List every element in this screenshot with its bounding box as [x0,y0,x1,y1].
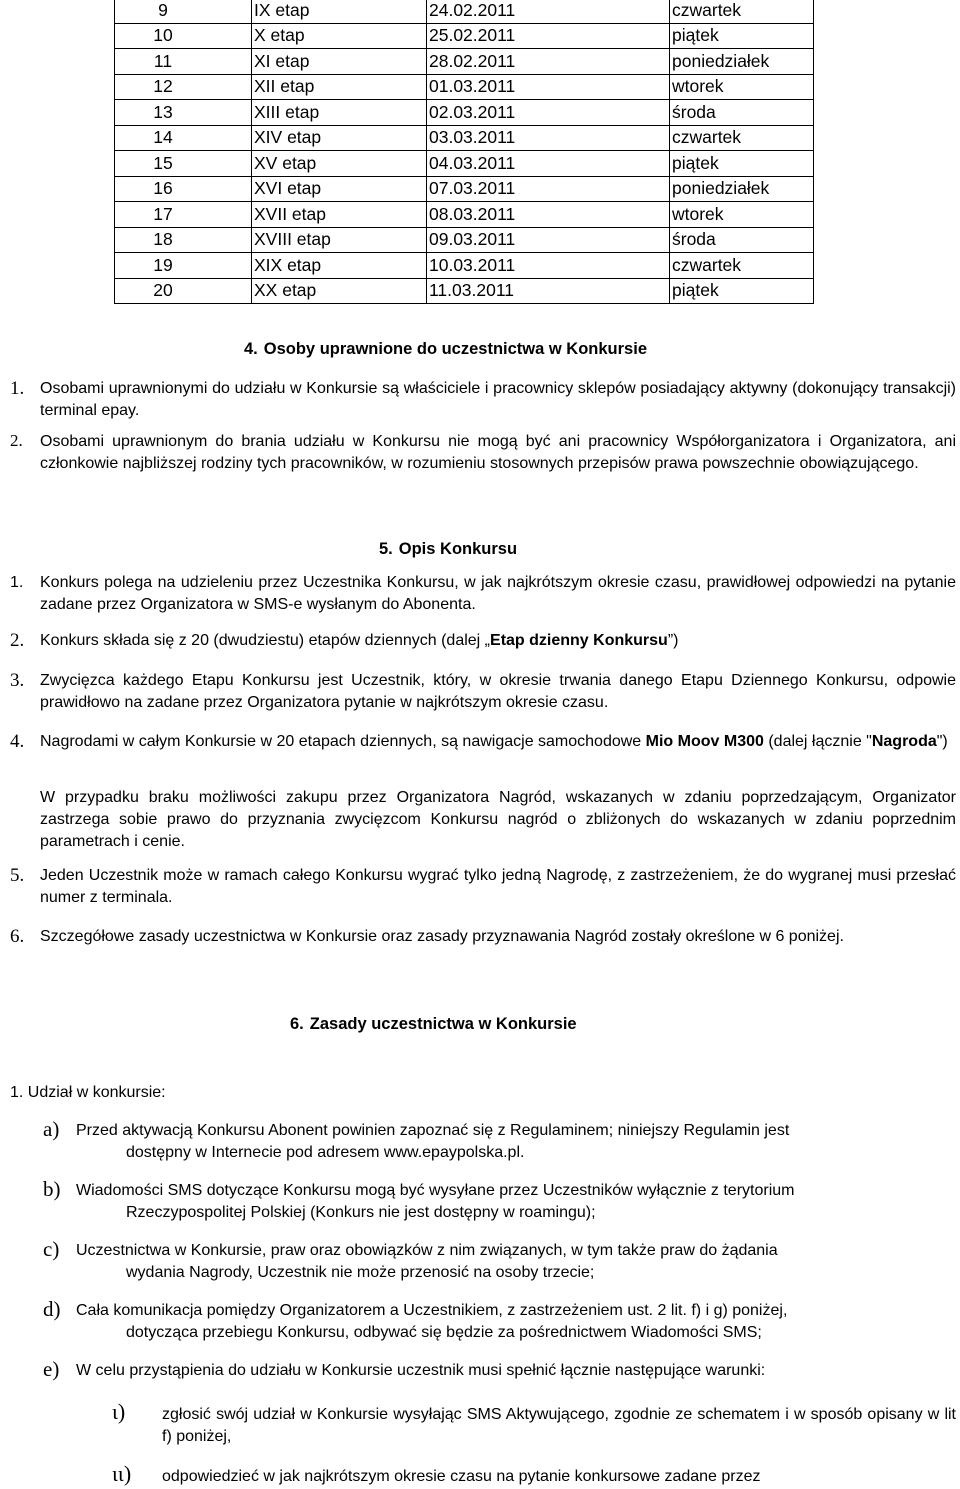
subitem-label: c) [43,1237,60,1261]
stage-weekday: wtorek [670,74,814,100]
schedule-row [115,49,814,75]
schedule-body [115,0,814,304]
stage-name: XIX etap [252,253,427,279]
schedule-row [115,74,814,100]
stage-number: 9 [115,0,252,23]
item-text: Osobami uprawnionymi do udziału w Konkursie są właściciele i pracownicy sklepów posiadający aktywny (dokonujący transakcji) terminal epay. [40,380,956,419]
subitem-first-line: Przed aktywacją Konkursu Abonent powinien zapoznać się z Regulaminem; niniejszy Regulamin jest [76,1122,790,1139]
stage-name: XII etap [252,74,427,100]
section-6-subitem [43,1237,956,1284]
stage-name: XVIII etap [252,227,427,253]
stage-weekday: czwartek [670,125,814,151]
stage-weekday: poniedziałek [670,49,814,75]
stage-number: 16 [115,176,252,202]
item-label: 5. [10,865,25,886]
schedule-row [115,227,814,253]
subitem-text [43,1357,956,1382]
section-5-item-1 [10,572,956,616]
subitem-text [43,1117,956,1164]
stage-weekday: środa [670,227,814,253]
text-part: Konkurs składa się z 20 (dwudziestu) etapów dziennych (dalej „ [40,632,491,649]
schedule-row [115,100,814,126]
stage-number: 15 [115,151,252,177]
section-6-subitem [43,1177,956,1224]
stage-number: 10 [115,23,252,49]
subitem-text [43,1177,956,1224]
schedule-row [115,278,814,304]
schedule-row [115,151,814,177]
section-5-item-5 [10,865,956,909]
section-5-item-3 [10,670,956,714]
term-bold: Nagroda [871,733,937,750]
section-title: Osoby uprawnione do uczestnictwa w Konkursie [263,340,647,358]
item-text: Szczegółowe zasady uczestnictwa w Konkursie oraz zasady przyznawania Nagród zostały określone w 6 poniżej. [40,928,844,945]
schedule-row [115,202,814,228]
section-4-item-1 [10,378,956,422]
subitem-label: b) [43,1177,61,1201]
item-text [10,630,956,652]
stage-name: XI etap [252,49,427,75]
section-title: Zasady uczestnictwa w Konkursie [309,1015,577,1033]
section-5-item-4 [10,731,956,753]
roman-label: ι) [112,1399,126,1424]
schedule-row [115,253,814,279]
subitem-continuation: dostępny w Internecie pod adresem www.epaypolska.pl. [126,1144,525,1161]
stage-date: 03.03.2011 [427,125,670,151]
text-part: (dalej łącznie " [763,733,872,750]
subitem-text [43,1237,956,1284]
item-label: 6. [10,926,25,947]
stage-date: 09.03.2011 [427,227,670,253]
section-number: 4. [244,340,258,358]
section-5-heading [379,540,517,559]
stage-name: XVII etap [252,202,427,228]
subitem-continuation: Rzeczypospolitej Polskiej (Konkurs nie jest dostępny w roamingu); [126,1204,596,1221]
roman-label: ιι) [112,1461,132,1486]
subitem-first-line: Uczestnictwa w Konkursie, praw oraz obowiązków z nim związanych, w tym także praw do żądania [76,1242,778,1259]
stage-date: 11.03.2011 [427,278,670,304]
section-6-roman-item [112,1399,956,1448]
section-4-item-2 [10,431,956,475]
prize-name: Mio Moov M300 [645,733,764,750]
section-4-heading [244,340,647,359]
stage-name: IX etap [252,0,427,23]
stage-weekday: czwartek [670,253,814,279]
stage-number: 13 [115,100,252,126]
text-part: ”) [667,632,679,649]
item-text [10,731,956,753]
subitem-text [43,1297,956,1344]
stage-date: 10.03.2011 [427,253,670,279]
section-6-subitem [43,1297,956,1344]
stage-date: 04.03.2011 [427,151,670,177]
stage-date: 28.02.2011 [427,49,670,75]
stage-number: 12 [115,74,252,100]
stage-number: 14 [115,125,252,151]
item-text: Zwycięzca każdego Etapu Konkursu jest Uczestnik, który, w okresie trwania danego Etapu Dziennego Konkursu, odpowie prawidłowo na zadane przez Organizatora pytanie w najkrótszym okresie czasu. [40,672,956,711]
schedule-row [115,0,814,23]
section-number: 6. [290,1015,304,1033]
item-label: 1. [10,378,25,399]
item-label: 2. [10,630,25,651]
section-5-item-6 [10,926,956,948]
stage-name: XV etap [252,151,427,177]
item-label: 2. [10,431,23,450]
stage-weekday: środa [670,100,814,126]
stage-weekday: czwartek [670,0,814,23]
item-text: Osobami uprawnionym do brania udziału w Konkursu nie mogą być ani pracownicy Współorganizatora i Organizatora, ani członkowie najbliższej rodziny tych pracowników, w rozumieniu stosownych przepisów prawa powszechnie obowiązującego. [40,433,956,472]
schedule-row [115,125,814,151]
section-5-item-4-note [10,787,956,853]
schedule-row [115,176,814,202]
section-title: Opis Konkursu [398,540,518,558]
section-6-intro: 1. Udział w konkursie: [10,1084,166,1101]
stage-number: 20 [115,278,252,304]
section-6-subitem [43,1117,956,1164]
subitem-label: a) [43,1117,60,1141]
roman-text: zgłosić swój udział w Konkursie wysyłając SMS Aktywującego, zgodnie ze schematem i w sposób opisany w lit f) poniżej, [162,1406,956,1445]
stage-name: XIII etap [252,100,427,126]
stage-number: 17 [115,202,252,228]
subitem-label: d) [43,1297,61,1321]
item-label: 1. [10,574,24,591]
item-label: 3. [10,670,25,691]
section-5-item-2 [10,630,956,652]
subitem-continuation: wydania Nagrody, Uczestnik nie może przenosić na osoby trzecie; [126,1264,595,1281]
item-text: Jeden Uczestnik może w ramach całego Konkursu wygrać tylko jedną Nagrodę, z zastrzeżeniem, że do wygranej musi przesłać numer z terminala. [40,867,956,906]
section-number: 5. [379,540,393,558]
section-6-heading [290,1015,577,1034]
stage-weekday: poniedziałek [670,176,814,202]
roman-text: odpowiedzieć w jak najkrótszym okresie czasu na pytanie konkursowe zadane przez [162,1468,761,1485]
text-part: Nagrodami w całym Konkursie w 20 etapach dziennych, są nawigacje samochodowe [40,733,646,750]
stage-name: XIV etap [252,125,427,151]
stage-date: 01.03.2011 [427,74,670,100]
item-text: Konkurs polega na udzieleniu przez Uczestnika Konkursu, w jak najkrótszym okresie czasu, prawidłowej odpowiedzi na pytanie zadane przez Organizatora w SMS-e wysłanym do Abonenta. [40,574,956,613]
stage-name: XVI etap [252,176,427,202]
stage-name: X etap [252,23,427,49]
stage-number: 18 [115,227,252,253]
stage-date: 07.03.2011 [427,176,670,202]
subitem-label: e) [43,1357,60,1381]
stage-weekday: piątek [670,23,814,49]
subitem-first-line: Wiadomości SMS dotyczące Konkursu mogą być wysyłane przez Uczestników wyłącznie z terytorium [76,1182,795,1199]
stage-weekday: piątek [670,151,814,177]
section-6-roman-item [112,1461,956,1488]
stage-date: 25.02.2011 [427,23,670,49]
term-bold: Etap dzienny Konkursu [490,632,668,649]
stage-date: 24.02.2011 [427,0,670,23]
stage-name: XX etap [252,278,427,304]
stage-date: 02.03.2011 [427,100,670,126]
item-label: 4. [10,731,25,752]
schedule-row [115,23,814,49]
section-6-subitem [43,1357,956,1382]
stage-number: 11 [115,49,252,75]
stage-number: 19 [115,253,252,279]
subitem-first-line: Cała komunikacja pomiędzy Organizatorem a Uczestnikiem, z zastrzeżeniem ust. 2 lit. f) i g) poniżej, [76,1302,788,1319]
stage-schedule-table [114,0,814,304]
stage-date: 08.03.2011 [427,202,670,228]
stage-weekday: wtorek [670,202,814,228]
subitem-first-line: W celu przystąpienia do udziału w Konkursie uczestnik musi spełnić łącznie następujące warunki: [76,1362,766,1379]
item-text: W przypadku braku możliwości zakupu przez Organizatora Nagród, wskazanych w zdaniu poprzedzającym, Organizator zastrzega sobie prawo do przyznania zwycięzcom Konkursu nagród o zbliżonych do wskazanych w zdaniu poprzednim parametrach i cenie. [40,789,956,850]
stage-weekday: piątek [670,278,814,304]
text-part: ") [936,733,948,750]
subitem-continuation: dotycząca przebiegu Konkursu, odbywać się będzie za pośrednictwem Wiadomości SMS; [126,1324,762,1341]
